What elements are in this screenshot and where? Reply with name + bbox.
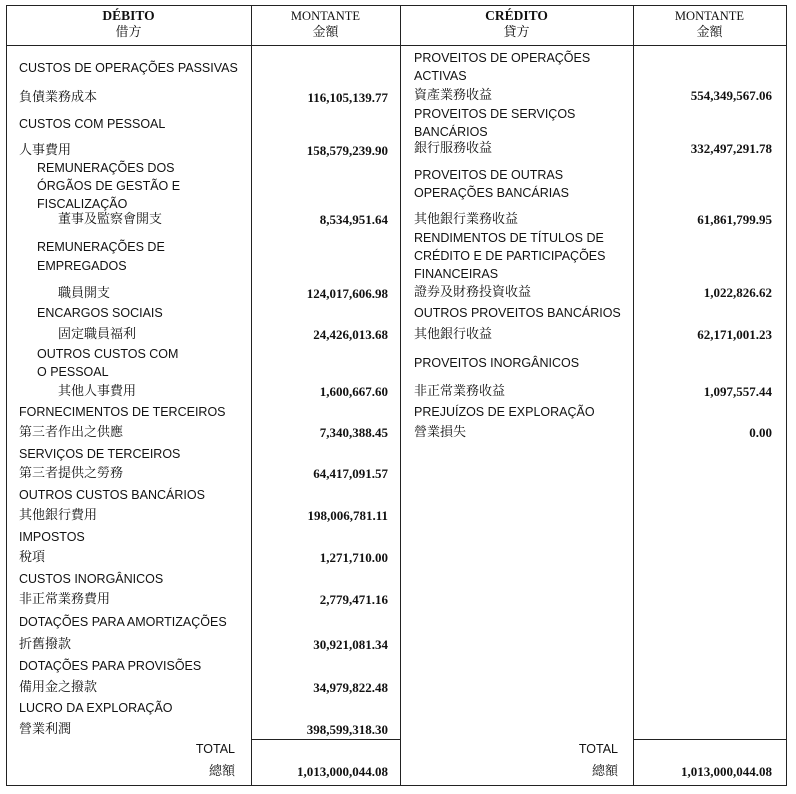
debit-label-zh: 人事費用 xyxy=(19,143,72,158)
credit-label: PROVEITOS DE OPERAÇÕES xyxy=(414,51,591,65)
debit-label-zh: 非正常業務費用 xyxy=(19,592,111,607)
credit-amount: 61,861,799.95 xyxy=(697,212,772,227)
debit-label: FISCALIZAÇÃO xyxy=(37,197,128,211)
debit-amount: 116,105,139.77 xyxy=(307,90,388,105)
debit-total-label: TOTAL xyxy=(195,742,235,756)
debit-amount: 198,006,781.11 xyxy=(307,508,388,523)
credit-label: PROVEITOS DE SERVIÇOS xyxy=(414,107,576,121)
credit-amount-heading: MONTANTE xyxy=(674,9,745,23)
debit-amount: 34,979,822.48 xyxy=(313,680,388,695)
border-bottom xyxy=(6,785,787,786)
credit-amount-heading-zh: 金額 xyxy=(696,25,723,40)
credit-label: PREJUÍZOS DE EXPLORAÇÃO xyxy=(414,405,595,419)
credit-label: OUTROS PROVEITOS BANCÁRIOS xyxy=(414,306,621,320)
debit-heading-zh: 借方 xyxy=(115,25,142,40)
debit-amount: 2,779,471.16 xyxy=(319,592,388,607)
debit-label: DOTAÇÕES PARA PROVISÕES xyxy=(19,659,202,673)
debit-amount: 7,340,388.45 xyxy=(319,425,388,440)
credit-amount: 1,097,557.44 xyxy=(703,384,772,399)
debit-amount-heading: MONTANTE xyxy=(290,9,361,23)
credit-label-zh: 銀行服務收益 xyxy=(414,141,493,156)
credit-amount: 1,022,826.62 xyxy=(703,285,772,300)
credit-heading-zh: 貸方 xyxy=(503,25,530,40)
debit-label-zh: 職員開支 xyxy=(58,286,111,301)
debit-total-label-zh: 總額 xyxy=(208,764,235,779)
debit-label: CUSTOS INORGÂNICOS xyxy=(19,572,164,586)
credit-total-label: TOTAL xyxy=(578,742,618,756)
credit-label-zh: 營業損失 xyxy=(414,425,467,440)
debit-amount: 1,600,667.60 xyxy=(319,384,388,399)
credit-label: CRÉDITO E DE PARTICIPAÇÕES xyxy=(414,249,606,263)
debit-label-zh: 備用金之撥款 xyxy=(19,680,98,695)
debit-label: CUSTOS DE OPERAÇÕES PASSIVAS xyxy=(19,61,238,75)
debit-label: SERVIÇOS DE TERCEIROS xyxy=(19,447,181,461)
debit-label: ÓRGÃOS DE GESTÃO E xyxy=(37,179,181,193)
debit-amount: 398,599,318.30 xyxy=(306,722,388,737)
debit-amount-heading-zh: 金額 xyxy=(312,25,339,40)
credit-label: ACTIVAS xyxy=(414,69,467,83)
debit-label: LUCRO DA EXPLORAÇÃO xyxy=(19,701,173,715)
debit-amount: 158,579,239.90 xyxy=(306,143,388,158)
debit-total-amount: 1,013,000,044.08 xyxy=(297,764,388,779)
debit-amount: 8,534,951.64 xyxy=(319,212,388,227)
debit-label-zh: 負債業務成本 xyxy=(19,90,98,105)
debit-label: O PESSOAL xyxy=(37,365,109,379)
debit-label-zh: 董事及監察會開支 xyxy=(58,212,163,227)
total-divider-right xyxy=(633,739,787,740)
credit-label: PROVEITOS DE OUTRAS xyxy=(414,168,564,182)
border-left xyxy=(6,5,7,786)
credit-label: OPERAÇÕES BANCÁRIAS xyxy=(414,186,569,200)
credit-amount: 332,497,291.78 xyxy=(690,141,772,156)
debit-label: ENCARGOS SOCIAIS xyxy=(37,306,163,320)
debit-amount: 30,921,081.34 xyxy=(313,637,388,652)
credit-label: RENDIMENTOS DE TÍTULOS DE xyxy=(414,231,604,245)
debit-amount: 124,017,606.98 xyxy=(306,286,388,301)
debit-label-zh: 第三者提供之勞務 xyxy=(19,466,124,481)
credit-label-zh: 非正常業務收益 xyxy=(414,384,506,399)
debit-label-zh: 第三者作出之供應 xyxy=(19,425,124,440)
debit-amount: 24,426,013.68 xyxy=(313,327,388,342)
credit-heading: CRÉDITO xyxy=(485,8,548,23)
debit-amount: 1,271,710.00 xyxy=(319,550,388,565)
debit-label: OUTROS CUSTOS COM xyxy=(37,347,179,361)
debit-label-zh: 固定職員福利 xyxy=(58,327,137,342)
credit-amount: 0.00 xyxy=(749,425,772,440)
debit-heading: DÉBITO xyxy=(102,8,155,23)
border-center xyxy=(400,5,401,786)
credit-amount: 554,349,567.06 xyxy=(690,88,772,103)
debit-label-zh: 其他人事費用 xyxy=(58,384,137,399)
credit-total-label-zh: 總額 xyxy=(591,764,618,779)
debit-label: REMUNERAÇÕES DE xyxy=(37,240,165,254)
debit-label: IMPOSTOS xyxy=(19,530,85,544)
credit-label: BANCÁRIOS xyxy=(414,125,488,139)
debit-label: REMUNERAÇÕES DOS xyxy=(37,161,175,175)
credit-label: PROVEITOS INORGÂNICOS xyxy=(414,356,580,370)
debit-label-zh: 稅項 xyxy=(19,550,46,565)
credit-amount: 62,171,001.23 xyxy=(697,327,772,342)
credit-label-zh: 資產業務收益 xyxy=(414,88,493,103)
debit-label: DOTAÇÕES PARA AMORTIZAÇÕES xyxy=(19,615,227,629)
total-divider-left xyxy=(251,739,401,740)
debit-label: OUTROS CUSTOS BANCÁRIOS xyxy=(19,488,205,502)
credit-label-zh: 其他銀行收益 xyxy=(414,327,493,342)
border-right xyxy=(786,5,787,786)
header-divider xyxy=(6,45,787,46)
debit-label-zh: 營業利潤 xyxy=(19,722,72,737)
debit-label: EMPREGADOS xyxy=(37,259,127,273)
debit-label: CUSTOS COM PESSOAL xyxy=(19,117,166,131)
border-top xyxy=(6,5,787,6)
debit-label-zh: 其他銀行費用 xyxy=(19,508,98,523)
debit-amount: 64,417,091.57 xyxy=(313,466,388,481)
debit-label: FORNECIMENTOS DE TERCEIROS xyxy=(19,405,226,419)
credit-label-zh: 其他銀行業務收益 xyxy=(414,212,519,227)
debit-label-zh: 折舊撥款 xyxy=(19,637,72,652)
credit-label-zh: 證券及財務投資收益 xyxy=(414,285,532,300)
credit-label: FINANCEIRAS xyxy=(414,267,499,281)
credit-total-amount: 1,013,000,044.08 xyxy=(681,764,772,779)
